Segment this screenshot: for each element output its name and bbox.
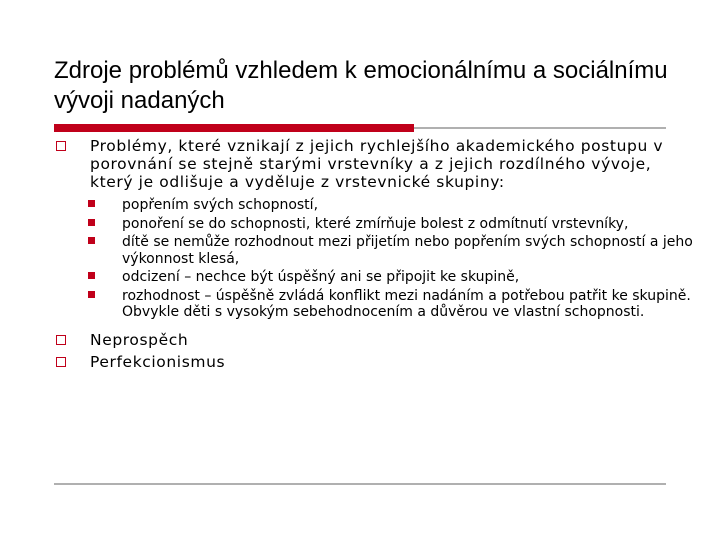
sub-bullet (54, 269, 694, 286)
footer-rule (54, 483, 666, 485)
bullet-text: Perfekcionismus (90, 352, 226, 371)
sub-bullet-text: dítě se nemůže rozhodnout mezi přijetím nebo popřením svých schopností a jeho výkonnost klesá, (122, 234, 693, 267)
sub-bullet (54, 234, 694, 267)
bullet-text: Problémy, které vznikají z jejich rychlejšího akademického postupu v porovnání se stejně starými vrstevníky a z jejich rozdílného vývoje, který je odlišuje a vyděluje z vrstevnické skupiny: (90, 137, 664, 191)
title-underline-accent (54, 124, 414, 132)
sub-bullet-text: popřením svých schopností, (122, 197, 319, 213)
sub-bullet-text: rozhodnost – úspěšně zvládá konflikt mezi nadáním a potřebou patřit ke skupině. Obvykle děti s vysokým sebehodnocením a důvěrou ve vlastní schopnosti. (122, 287, 691, 320)
sub-bullet (54, 216, 694, 233)
bullet-underachievement (54, 331, 694, 349)
hollow-square-bullet-icon (56, 141, 66, 151)
slide-title: Zdroje problémů vzhledem k emocionálnímu a sociálnímu vývoji nadaných (54, 57, 668, 114)
sub-bullet (54, 197, 694, 214)
bullet-perfectionism (54, 353, 694, 371)
filled-square-bullet-icon (88, 237, 95, 244)
sub-bullet-text: odcizení – nechce být úspěšný ani se připojit ke skupině, (122, 269, 520, 285)
bullet-text: Neprospěch (90, 330, 189, 349)
filled-square-bullet-icon (88, 272, 95, 279)
hollow-square-bullet-icon (56, 357, 66, 367)
bullet-problems (54, 137, 694, 191)
title-underline-gray (414, 127, 666, 129)
sub-bullet-list (54, 197, 694, 321)
sub-bullet-text: ponoření se do schopnosti, které zmírňuje bolest z odmítnutí vrstevníky, (122, 215, 629, 232)
hollow-square-bullet-icon (56, 335, 66, 345)
filled-square-bullet-icon (88, 200, 95, 207)
filled-square-bullet-icon (88, 291, 95, 298)
slide-content (54, 137, 694, 371)
sub-bullet (54, 288, 694, 321)
filled-square-bullet-icon (88, 219, 95, 226)
